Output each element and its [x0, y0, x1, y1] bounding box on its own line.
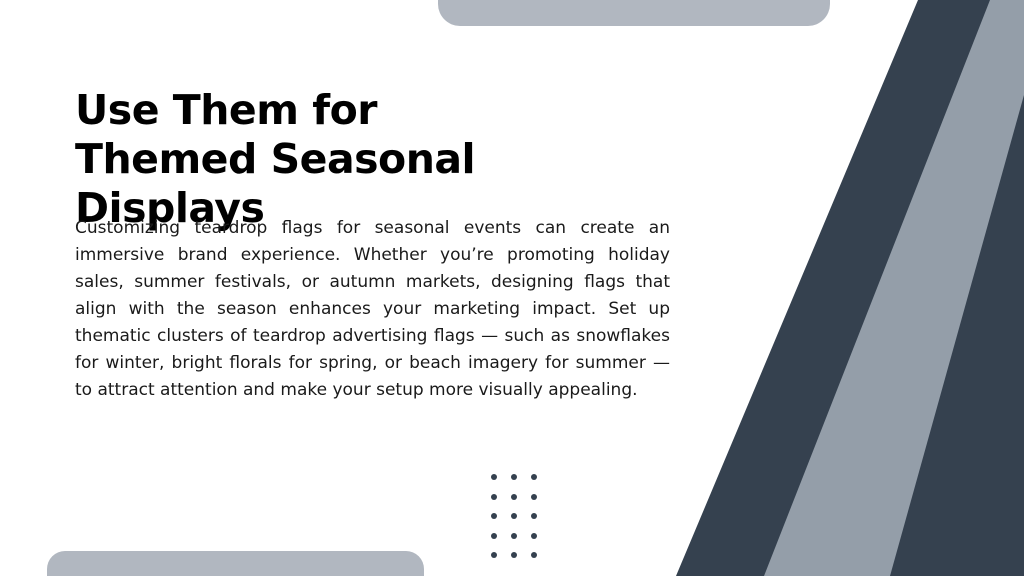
decorative-dot — [511, 513, 517, 519]
bottom-decorative-pill — [47, 551, 424, 576]
decorative-dot — [531, 533, 537, 539]
slide-body-text: Customizing teardrop flags for seasonal events can create an immersive brand experience. Whether you’re promoting holiday sales, summer festivals, or autumn markets, designing flags that align with the season enhances your marketing impact. Set up thematic clusters of teardrop advertising flags — such as snowflakes for winter, bright florals for spring, or beach imagery for summer — to attract attention and make your setup more visually appealing. — [75, 218, 670, 400]
decorative-dot — [491, 474, 497, 480]
decorative-dot — [531, 474, 537, 480]
decorative-dot — [531, 494, 537, 500]
decorative-dot — [491, 552, 497, 558]
decorative-dot — [531, 513, 537, 519]
decorative-dot — [491, 513, 497, 519]
decorative-dot — [511, 533, 517, 539]
decorative-dot — [511, 474, 517, 480]
decorative-dot — [491, 533, 497, 539]
slide-title: Use Them for Themed Seasonal Displays — [75, 86, 476, 232]
decorative-dot — [511, 494, 517, 500]
decorative-dot — [491, 494, 497, 500]
dot-grid-decoration — [491, 474, 545, 564]
decorative-dot — [511, 552, 517, 558]
decorative-dot — [531, 552, 537, 558]
